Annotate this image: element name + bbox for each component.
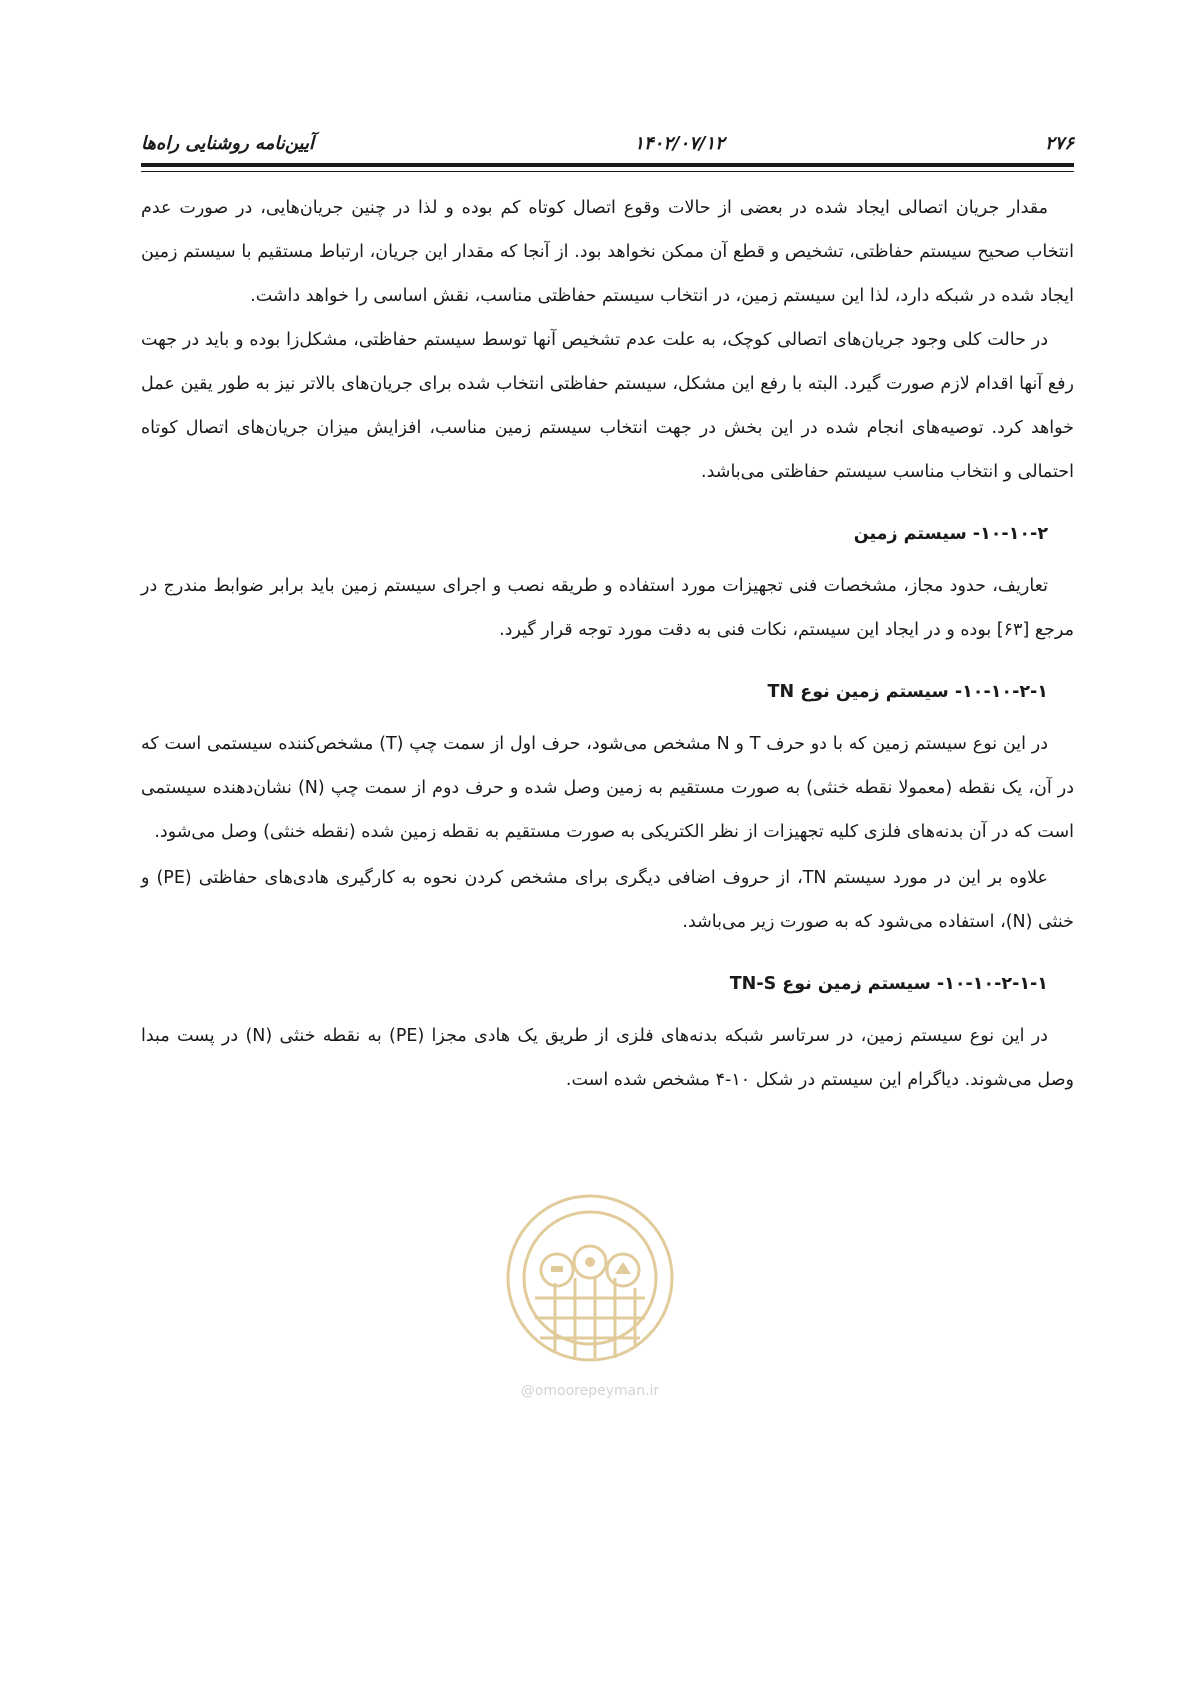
paragraph-4: در این نوع سیستم زمین که با دو حرف T و N مشخص می‌شود، حرف اول از سمت چپ (T) مشخص‌کننده سیستمی است که در آن، یک نقطه (معمولا نقطه خنثی) به صورت مستقیم به زمین وصل شده و حرف دوم از سمت چپ (N) نشان‌دهنده سیستمی است که در آن بدنه‌های فلزی کلیه تجهیزات از نظر الکتریکی به صورت مستقیم به نقطه زمین شده (نقطه خنثی) وصل می‌شود. bbox=[141, 734, 1074, 842]
header-date: ۱۴۰۲/۰۷/۱۲ bbox=[634, 132, 725, 154]
header-rule-thick bbox=[141, 163, 1074, 167]
seal-logo-icon bbox=[495, 1178, 685, 1378]
page-header bbox=[141, 128, 1074, 158]
paragraph-1: مقدار جریان اتصالی ایجاد شده در بعضی از حالات وقوع اتصال کوتاه کم بوده و لذا در چنین جریان‌هایی، در صورت عدم انتخاب صحیح سیستم حفاظتی، تشخیص و قطع آن ممکن نخواهد بود. از آنجا که مقدار این جریان، ارتباط مستقیم با سیستم زمین ایجاد شده در شبکه دارد، لذا این سیستم زمین، در انتخاب سیستم حفاظتی مناسب، نقش اساسی را خواهد داشت. bbox=[141, 198, 1074, 306]
section-heading-10-10-2-1-1: ۱۰-۱۰-۲-۱-۱- سیستم زمین نوع TN-S bbox=[729, 974, 1048, 994]
paragraph-3: تعاریف، حدود مجاز، مشخصات فنی تجهیزات مورد استفاده و طریقه نصب و اجرای سیستم زمین باید برابر ضوابط مندرج در مرجع [۶۳] بوده و در ایجاد این سیستم، نکات فنی به دقت مورد توجه قرار گیرد. bbox=[141, 576, 1074, 640]
watermark-seal bbox=[495, 1178, 685, 1408]
header-rule-thin bbox=[141, 171, 1074, 172]
paragraph-5: علاوه بر این در مورد سیستم TN، از حروف اضافی دیگری برای مشخص کردن نحوه به کارگیری هادی‌های حفاظتی (PE) و خنثی (N)، استفاده می‌شود که به صورت زیر می‌باشد. bbox=[141, 868, 1074, 932]
paragraph-2: در حالت کلی وجود جریان‌های اتصالی کوچک، به علت عدم تشخیص آنها توسط سیستم حفاظتی، مشکل‌زا بوده و باید در جهت رفع آنها اقدام لازم صورت گیرد. البته با رفع این مشکل، سیستم حفاظتی انتخاب شده برای جریان‌های بالاتر نیز به طور یقین عمل خواهد کرد. توصیه‌های انجام شده در این بخش در جهت انتخاب سیستم زمین مناسب، افزایش میزان جریان‌های اتصال کوتاه احتمالی و انتخاب مناسب سیستم حفاظتی می‌باشد. bbox=[141, 330, 1074, 482]
section-heading-10-10-2-1: ۱۰-۱۰-۲-۱- سیستم زمین نوع TN bbox=[767, 682, 1048, 702]
section-heading-10-10-2: ۱۰-۱۰-۲- سیستم زمین bbox=[853, 524, 1048, 544]
paragraph-6: در این نوع سیستم زمین، در سرتاسر شبکه بدنه‌های فلزی از طریق یک هادی مجزا (PE) به نقطه خنثی (N) در پست مبدا وصل می‌شوند. دیاگرام این سیستم در شکل ۱۰-۴ مشخص شده است. bbox=[141, 1026, 1074, 1090]
document-title: آیین‌نامه روشنایی راه‌ها bbox=[141, 132, 314, 154]
body-text bbox=[141, 186, 1074, 1102]
page-number: ۲۷۶ bbox=[1044, 132, 1074, 154]
watermark-url: @omoorepeyman.ir bbox=[520, 1383, 660, 1399]
